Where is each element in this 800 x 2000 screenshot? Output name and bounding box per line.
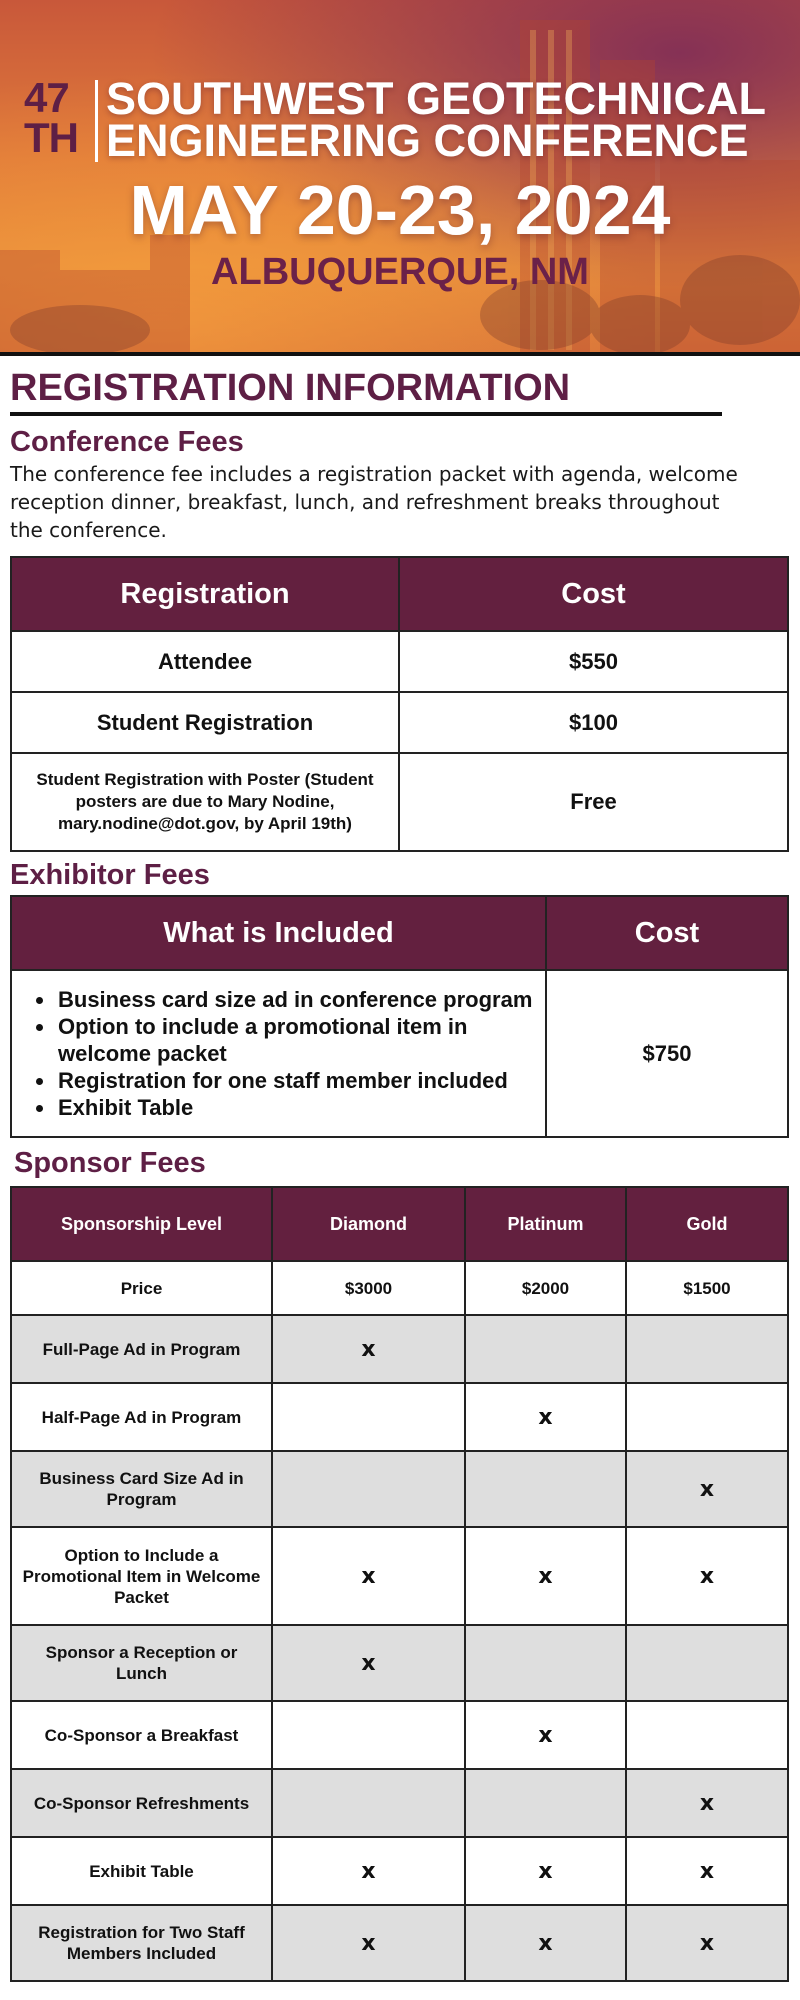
platinum-mark bbox=[465, 1315, 626, 1383]
diamond-mark: x bbox=[272, 1527, 465, 1625]
platinum-mark: x bbox=[465, 1837, 626, 1905]
diamond-mark: x bbox=[272, 1905, 465, 1981]
benefit-label: Exhibit Table bbox=[11, 1837, 272, 1905]
column-header-sponsorship-level: Sponsorship Level bbox=[11, 1187, 272, 1261]
list-item: Registration for one staff member included bbox=[24, 1067, 533, 1094]
registration-type: Student Registration with Poster (Student posters are due to Mary Nodine, mary.nodine@dot.gov, by April 19th) bbox=[11, 753, 399, 851]
list-item: Business card size ad in conference program bbox=[24, 986, 533, 1013]
gold-mark: x bbox=[626, 1527, 788, 1625]
column-header-diamond: Diamond bbox=[272, 1187, 465, 1261]
column-header-included: What is Included bbox=[11, 896, 546, 970]
table-row bbox=[11, 1701, 788, 1769]
conference-fees-table bbox=[10, 556, 789, 852]
included-items bbox=[11, 970, 546, 1137]
price-label: Price bbox=[11, 1261, 272, 1315]
diamond-mark bbox=[272, 1383, 465, 1451]
gold-mark bbox=[626, 1315, 788, 1383]
column-header-platinum: Platinum bbox=[465, 1187, 626, 1261]
banner-divider bbox=[0, 352, 800, 356]
diamond-mark bbox=[272, 1701, 465, 1769]
edition-number: 47 TH bbox=[24, 74, 78, 161]
column-header-cost: Cost bbox=[546, 896, 788, 970]
list-item: Option to include a promotional item in welcome packet bbox=[24, 1013, 533, 1067]
conference-date: MAY 20-23, 2024 bbox=[129, 171, 671, 249]
exhibitor-fees-table bbox=[10, 895, 789, 1138]
table-row bbox=[11, 1905, 788, 1981]
table-row bbox=[11, 1769, 788, 1837]
gold-mark: x bbox=[626, 1769, 788, 1837]
sponsor-fees-heading: Sponsor Fees bbox=[14, 1147, 206, 1179]
table-row-price bbox=[11, 1261, 788, 1315]
platinum-mark: x bbox=[465, 1527, 626, 1625]
diamond-mark bbox=[272, 1451, 465, 1527]
gold-mark bbox=[626, 1383, 788, 1451]
gold-mark: x bbox=[626, 1451, 788, 1527]
exhibitor-cost: $750 bbox=[546, 970, 788, 1137]
table-row bbox=[11, 1527, 788, 1625]
diamond-mark: x bbox=[272, 1625, 465, 1701]
registration-cost: $550 bbox=[399, 631, 788, 692]
conference-fees-description: The conference fee includes a registration packet with agenda, welcome reception dinner, breakfast, lunch, and refreshment breaks throughout the conference. bbox=[10, 462, 738, 542]
diamond-mark: x bbox=[272, 1315, 465, 1383]
table-row bbox=[11, 631, 788, 692]
benefit-label: Business Card Size Ad in Program bbox=[11, 1451, 272, 1527]
table-row bbox=[11, 1625, 788, 1701]
registration-cost: $100 bbox=[399, 692, 788, 753]
sponsor-fees-table bbox=[10, 1186, 789, 1982]
price-gold: $1500 bbox=[626, 1261, 788, 1315]
exhibitor-fees-heading: Exhibitor Fees bbox=[10, 859, 210, 891]
table-row bbox=[11, 692, 788, 753]
price-diamond: $3000 bbox=[272, 1261, 465, 1315]
list-item: Exhibit Table bbox=[24, 1094, 533, 1121]
benefit-label: Sponsor a Reception or Lunch bbox=[11, 1625, 272, 1701]
benefit-label: Registration for Two Staff Members Included bbox=[11, 1905, 272, 1981]
gold-mark: x bbox=[626, 1905, 788, 1981]
registration-type: Student Registration bbox=[11, 692, 399, 753]
page-title: REGISTRATION INFORMATION bbox=[10, 367, 571, 409]
conference-title: SOUTHWEST GEOTECHNICAL ENGINEERING CONFERENCE bbox=[106, 73, 766, 166]
benefit-label: Option to Include a Promotional Item in Welcome Packet bbox=[11, 1527, 272, 1625]
platinum-mark bbox=[465, 1451, 626, 1527]
title-divider bbox=[95, 80, 98, 162]
benefit-label: Co-Sponsor a Breakfast bbox=[11, 1701, 272, 1769]
gold-mark bbox=[626, 1701, 788, 1769]
table-row bbox=[11, 970, 788, 1137]
conference-banner bbox=[0, 0, 800, 355]
column-header-cost: Cost bbox=[399, 557, 788, 631]
diamond-mark: x bbox=[272, 1837, 465, 1905]
table-row bbox=[11, 1837, 788, 1905]
platinum-mark: x bbox=[465, 1383, 626, 1451]
conference-location: ALBUQUERQUE, NM bbox=[211, 251, 589, 293]
platinum-mark: x bbox=[465, 1701, 626, 1769]
benefit-label: Full-Page Ad in Program bbox=[11, 1315, 272, 1383]
column-header-gold: Gold bbox=[626, 1187, 788, 1261]
table-row bbox=[11, 1451, 788, 1527]
table-row bbox=[11, 1383, 788, 1451]
included-list bbox=[24, 986, 533, 1121]
price-platinum: $2000 bbox=[465, 1261, 626, 1315]
column-header-registration: Registration bbox=[11, 557, 399, 631]
gold-mark: x bbox=[626, 1837, 788, 1905]
gold-mark bbox=[626, 1625, 788, 1701]
heading-rule bbox=[10, 412, 722, 416]
registration-cost: Free bbox=[399, 753, 788, 851]
registration-type: Attendee bbox=[11, 631, 399, 692]
platinum-mark bbox=[465, 1625, 626, 1701]
benefit-label: Half-Page Ad in Program bbox=[11, 1383, 272, 1451]
conference-fees-heading: Conference Fees bbox=[10, 426, 244, 458]
table-row bbox=[11, 753, 788, 851]
table-row bbox=[11, 1315, 788, 1383]
benefit-label: Co-Sponsor Refreshments bbox=[11, 1769, 272, 1837]
diamond-mark bbox=[272, 1769, 465, 1837]
platinum-mark bbox=[465, 1769, 626, 1837]
platinum-mark: x bbox=[465, 1905, 626, 1981]
